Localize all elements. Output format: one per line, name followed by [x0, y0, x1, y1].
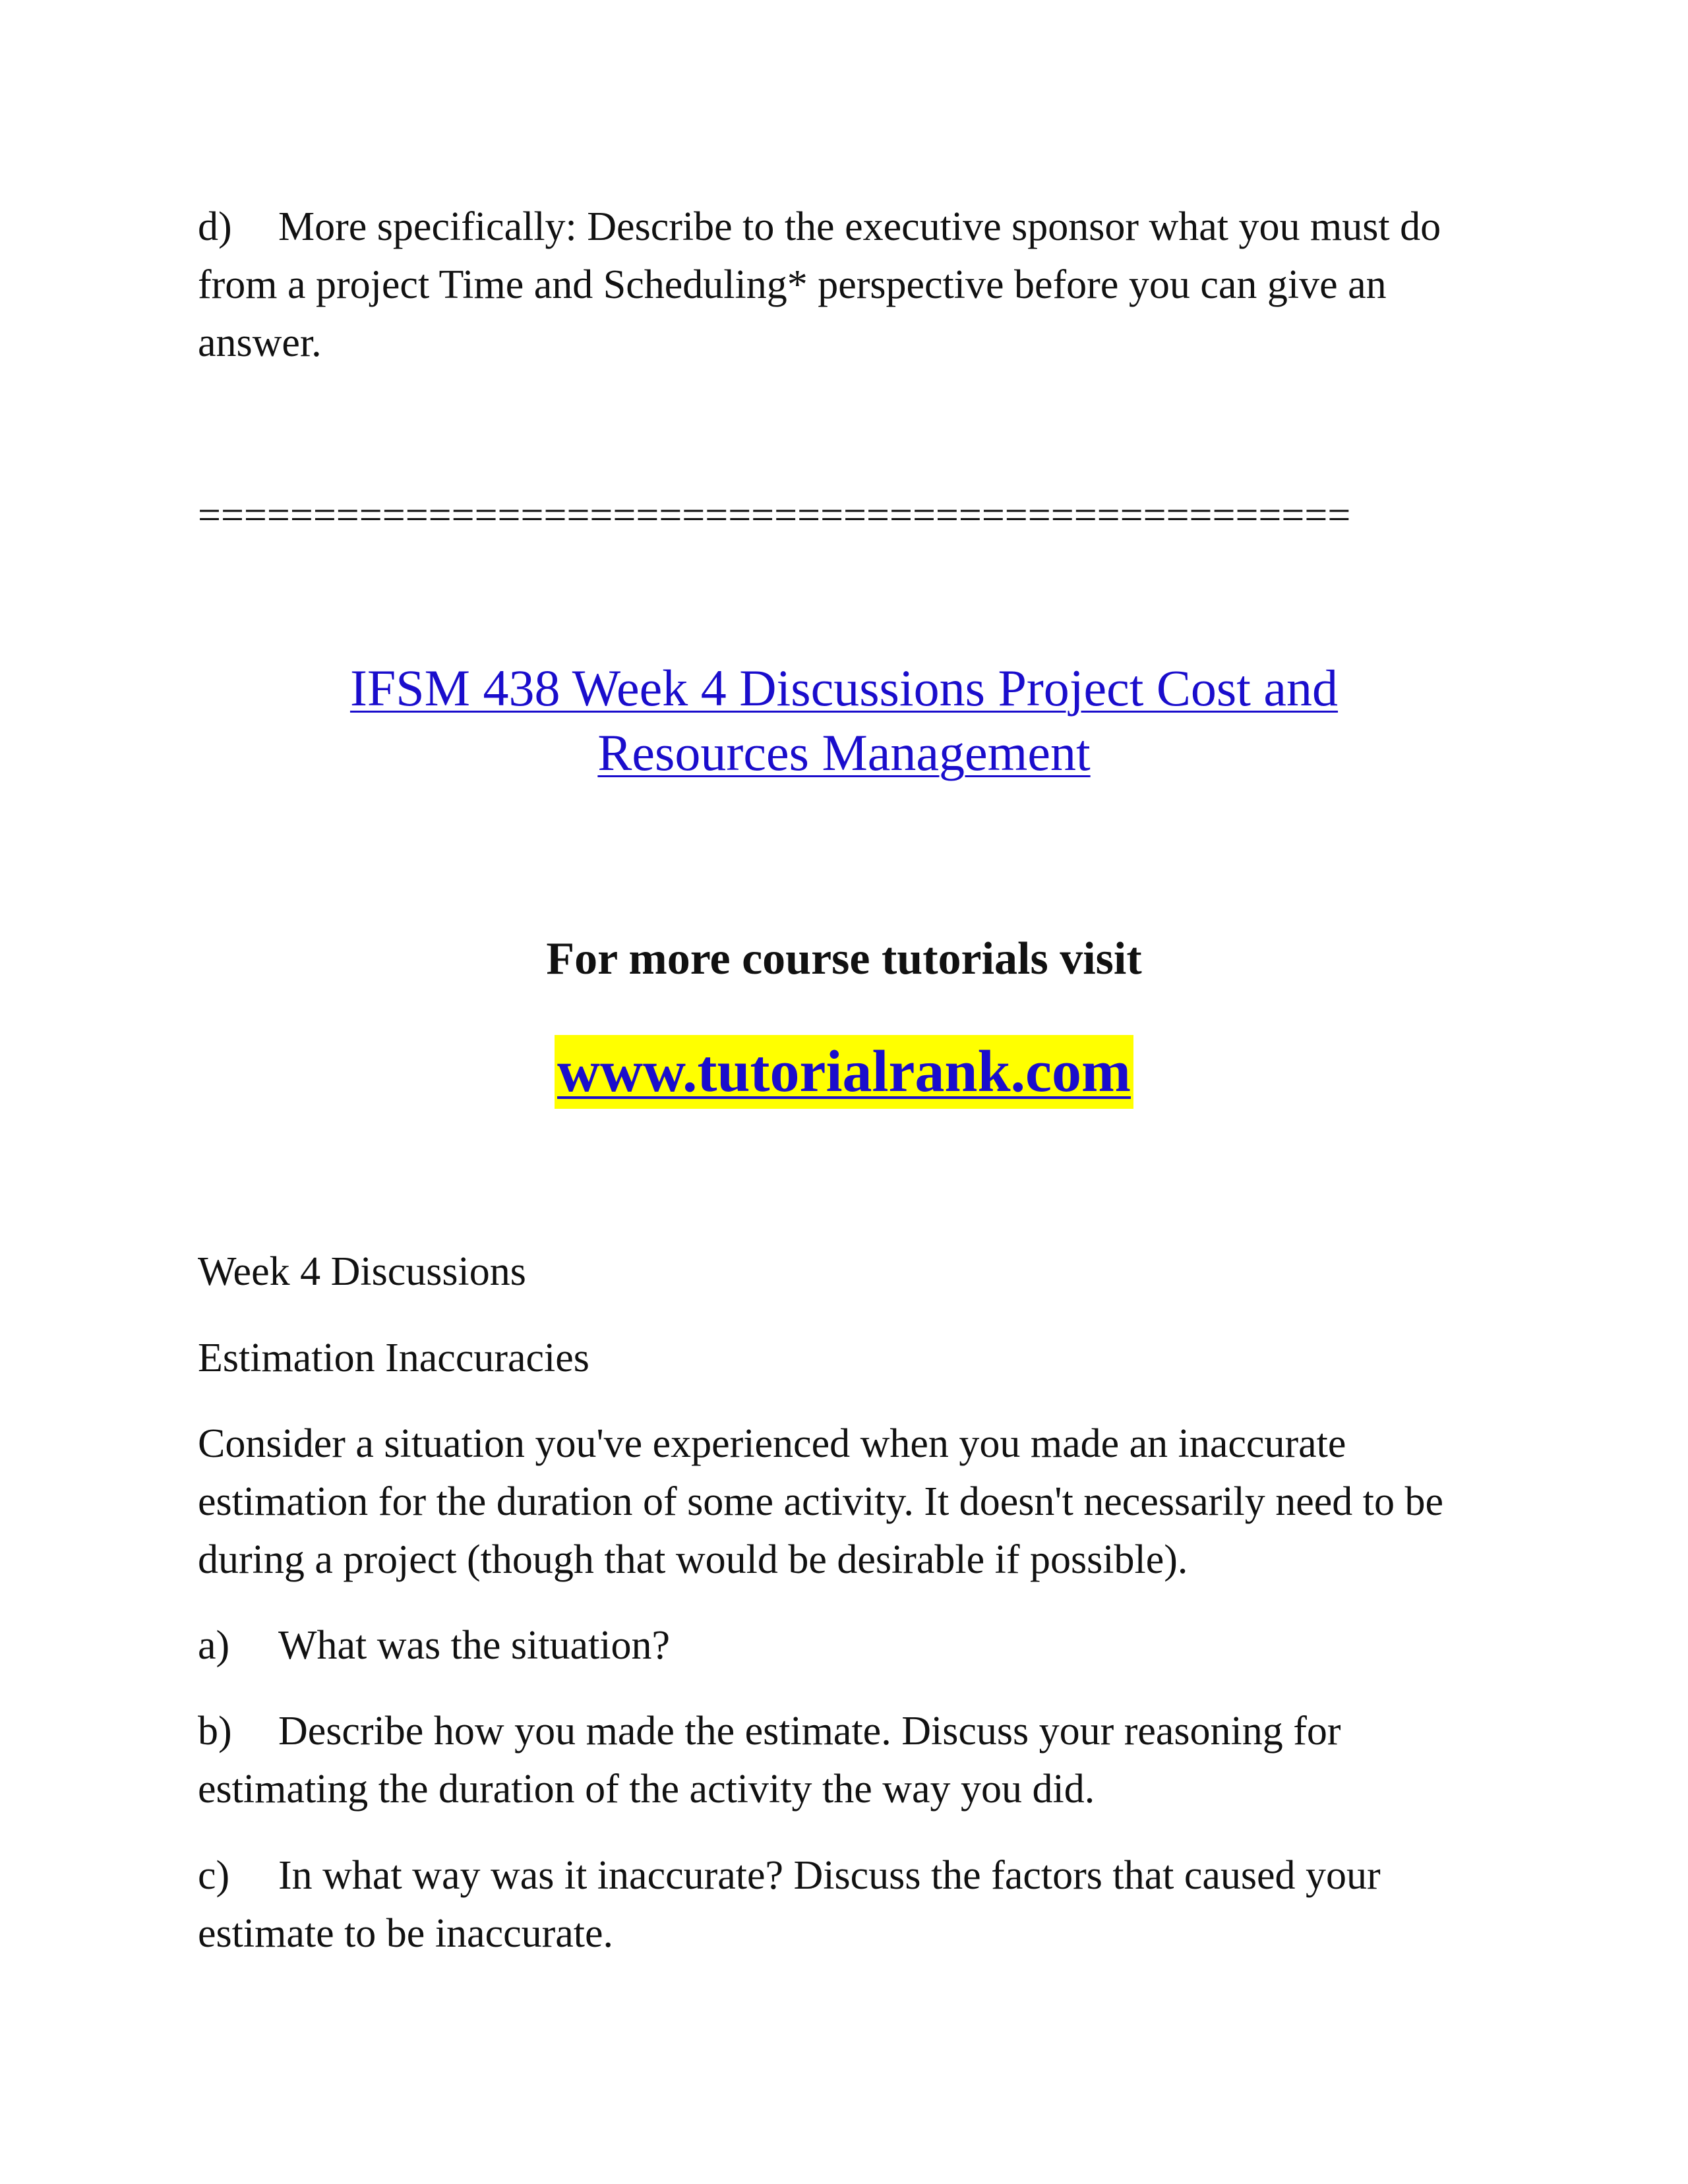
- question-d-text: More specifically: Describe to the executive sponsor what you must do from a project Time and Scheduling* perspective before you can give an answer.: [198, 204, 1441, 365]
- course-title-line-2[interactable]: Resources Management: [597, 724, 1091, 781]
- course-title-link[interactable]: [198, 656, 1490, 785]
- question-c-text: In what way was it inaccurate? Discuss the factors that caused your estimate to be inaccurate.: [198, 1853, 1381, 1956]
- visit-text: For more course tutorials visit: [546, 933, 1142, 984]
- question-a: [198, 1616, 1503, 1674]
- question-b-label: b): [198, 1709, 232, 1754]
- section-heading: Week 4 Discussions: [198, 1249, 526, 1294]
- course-title-line-1[interactable]: IFSM 438 Week 4 Discussions Project Cost and: [349, 659, 1339, 717]
- question-d: [198, 198, 1503, 372]
- site-link-wrapper: [198, 1035, 1490, 1109]
- question-d-label: d): [198, 204, 232, 249]
- discussion-prompt: Consider a situation you've experienced when you made an inaccurate estimation for the duration of some activity. It doesn't necessarily need to be during a project (though that would be desirable if possible).: [198, 1421, 1444, 1582]
- question-b-text: Describe how you made the estimate. Discuss your reasoning for estimating the duration of the activity the way you did.: [198, 1709, 1341, 1812]
- question-c-label: c): [198, 1853, 230, 1898]
- question-a-text: What was the situation?: [278, 1623, 670, 1668]
- question-b: [198, 1702, 1503, 1818]
- question-c: [198, 1846, 1503, 1963]
- question-a-label: a): [198, 1623, 230, 1668]
- site-link[interactable]: www.tutorialrank.com: [555, 1035, 1133, 1109]
- section-subheading: Estimation Inaccuracies: [198, 1336, 589, 1380]
- section-divider: ==================================================: [198, 493, 1351, 538]
